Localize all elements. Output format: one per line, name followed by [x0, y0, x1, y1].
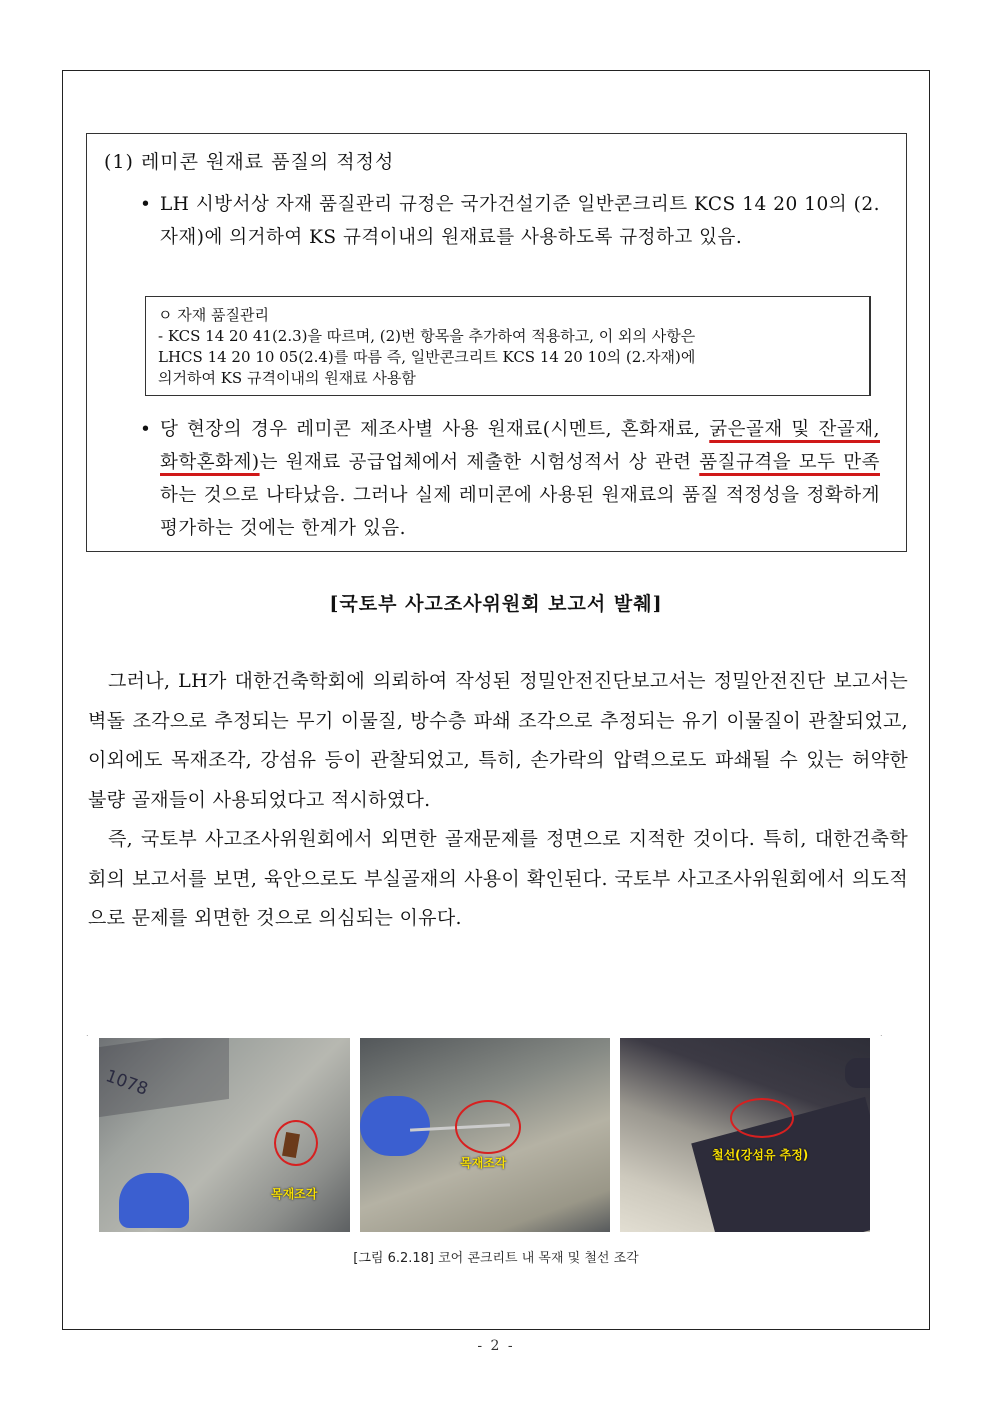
gloved-hand — [119, 1173, 189, 1228]
bullet-dot: • — [140, 194, 152, 215]
page-number: - 2 - — [477, 1338, 515, 1354]
bullet-dot: • — [140, 419, 152, 440]
photo-label: 목재조각 — [271, 1187, 318, 1201]
body-paragraph: 그러나, LH가 대한건축학회에 의뢰하여 작성된 정밀안전진단보고서는 정밀안전진단 보고서는 벽돌 조각으로 추정되는 무기 이물질, 방수층 파쇄 조각으로 추정되는 유기 이물질이 관찰되었고, 이외에도 목재조각, 강섬유 등이 관찰되었고, 특히, 손가락의 압력으로도 파쇄될 수 있는 허약한 불량 골재들이 사용되었다고 적시하였다. — [88, 670, 908, 811]
core-photo-wood-fragment — [360, 1038, 610, 1232]
bullet-text-part: 당 현장의 경우 레미콘 제조사별 사용 원재료(시멘트, 혼화재료, — [160, 419, 710, 440]
bullet-text: LH 시방서상 자재 품질관리 규정은 국가건설기준 일반콘크리트 KCS 14 20 10의 (2.자재)에 의거하여 KS 규격이내의 원재료를 사용하도록 규정하고 있음. — [160, 194, 880, 248]
bullet-text-part: 는 원재료 공급업체에서 제출한 시험성적서 상 관련 — [259, 452, 700, 473]
underlined-text: 품질규격을 모두 만족 — [699, 452, 880, 473]
concrete-chunk — [845, 1058, 870, 1088]
highlight-circle — [730, 1098, 794, 1138]
inner-box-line: LHCS 14 20 10 05(2.4)를 따름 즉, 일반콘크리트 KCS 14 20 10의 (2.자재)에 — [158, 348, 696, 366]
body-paragraph: 즉, 국토부 사고조사위원회에서 외면한 골재문제를 정면으로 지적한 것이다. 특히, 대한건축학회의 보고서를 보면, 육안으로도 부실골재의 사용이 확인된다. 국토부 사고조사위원회에서 의도적으로 문제를 외면한 것으로 의심되는 이유다. — [88, 828, 908, 929]
highlight-circle — [455, 1100, 521, 1154]
report-caption: [국토부 사고조사위원회 보고서 발췌] — [329, 593, 663, 615]
gloved-hand — [360, 1096, 430, 1156]
section-heading: (1) 레미콘 원재료 품질의 적정성 — [104, 151, 395, 173]
inner-box-line: 의거하여 KS 규격이내의 원재료 사용함 — [158, 369, 416, 387]
bullet-item — [140, 413, 880, 545]
photo-label: 철선(강섬유 추정) — [712, 1148, 809, 1162]
underlined-text: 굵은골재 및 잔골재, 화학혼화제) — [160, 419, 880, 473]
core-photo-steel-wire — [620, 1038, 870, 1232]
core-photo-wood-fragment — [99, 1038, 350, 1232]
quality-management-box — [145, 296, 871, 396]
photo-marking: 1078 — [102, 1066, 151, 1100]
bullet-text-part: 하는 것으로 나타났음. 그러나 실제 레미콘에 사용된 원재료의 품질 적정성을 정확하게 평가하는 것에는 한계가 있음. — [160, 485, 880, 539]
crop-mark: . — [86, 1029, 89, 1038]
bullet-item — [140, 188, 880, 254]
crop-mark: . — [880, 1029, 883, 1038]
highlight-circle — [274, 1120, 318, 1166]
bullet-text — [140, 413, 880, 545]
figure-caption: [그림 6.2.18] 코어 콘크리트 내 목재 및 철선 조각 — [353, 1251, 639, 1266]
photo-label: 목재조각 — [460, 1156, 507, 1170]
inner-box-line: - KCS 14 20 41(2.3)을 따르며, (2)번 항목을 추가하여 적용하고, 이 외의 사항은 — [158, 327, 696, 345]
body-text — [88, 662, 908, 939]
inner-box-line: ㅇ 자재 품질관리 — [158, 306, 269, 324]
